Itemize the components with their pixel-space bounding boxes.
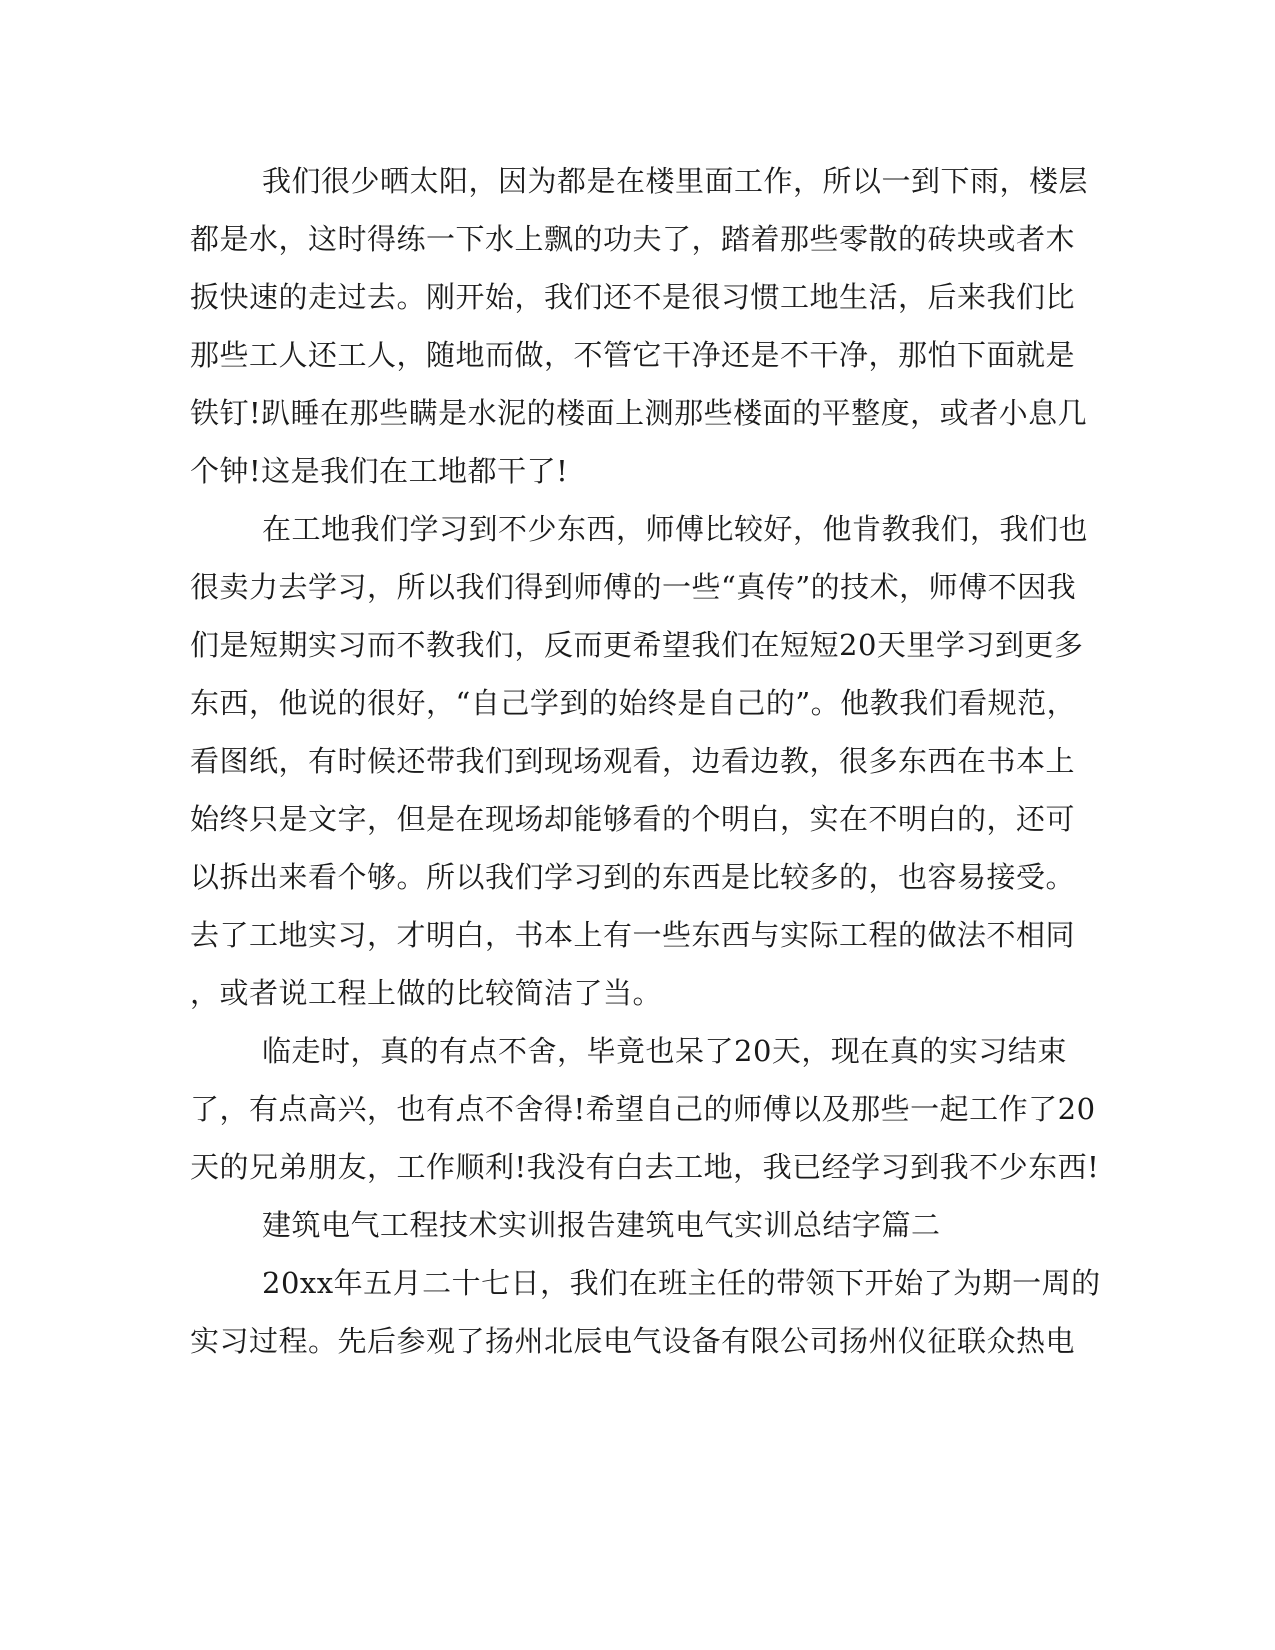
paragraph-3-line-3: 天的兄弟朋友，工作顺利!我没有白去工地，我已经学习到我不少东西! — [190, 1150, 1100, 1184]
paragraph-1-line-1: 我们很少晒太阳，因为都是在楼里面工作，所以一到下雨，楼层 — [262, 164, 1089, 198]
paragraph-1-line-6: 个钟!这是我们在工地都干了! — [190, 454, 569, 488]
paragraph-1-line-5: 铁钉!趴睡在那些瞒是水泥的楼面上测那些楼面的平整度，或者小息几 — [190, 396, 1088, 430]
paragraph-3-line-2: 了，有点高兴，也有点不舍得!希望自己的师傅以及那些一起工作了20 — [190, 1092, 1096, 1126]
paragraph-2-line-3: 们是短期实习而不教我们，反而更希望我们在短短20天里学习到更多 — [190, 628, 1084, 662]
paragraph-2-line-9: ，或者说工程上做的比较简洁了当。 — [190, 976, 663, 1010]
paragraph-1-line-2: 都是水，这时得练一下水上飘的功夫了，踏着那些零散的砖块或者木 — [190, 222, 1076, 256]
paragraph-2-line-8: 去了工地实习，才明白，书本上有一些东西与实际工程的做法不相同 — [190, 918, 1076, 952]
paragraph-3-line-1: 临走时，真的有点不舍，毕竟也呆了20天，现在真的实习结束 — [262, 1034, 1067, 1068]
paragraph-2-line-7: 以拆出来看个够。所以我们学习到的东西是比较多的，也容易接受。 — [190, 860, 1076, 894]
paragraph-1-line-3: 扳快速的走过去。刚开始，我们还不是很习惯工地生活，后来我们比 — [190, 280, 1076, 314]
paragraph-4-line-1: 20xx年五月二十七日，我们在班主任的带领下开始了为期一周的 — [262, 1266, 1101, 1300]
paragraph-2-line-2: 很卖力去学习，所以我们得到师傅的一些“真传”的技术，师傅不因我 — [190, 570, 1077, 604]
paragraph-2-line-5: 看图纸，有时候还带我们到现场观看，边看边教，很多东西在书本上 — [190, 744, 1076, 778]
section-heading: 建筑电气工程技术实训报告建筑电气实训总结字篇二 — [262, 1208, 941, 1242]
paragraph-2-line-4: 东西，他说的很好，“自己学到的始终是自己的”。他教我们看规范， — [190, 686, 1077, 720]
paragraph-2-line-6: 始终只是文字，但是在现场却能够看的个明白，实在不明白的，还可 — [190, 802, 1076, 836]
paragraph-2-line-1: 在工地我们学习到不少东西，师傅比较好，他肯教我们，我们也 — [262, 512, 1089, 546]
paragraph-1-line-4: 那些工人还工人，随地而做，不管它干净还是不干净，那怕下面就是 — [190, 338, 1076, 372]
paragraph-4-line-2: 实习过程。先后参观了扬州北辰电气设备有限公司扬州仪征联众热电 — [190, 1324, 1076, 1358]
